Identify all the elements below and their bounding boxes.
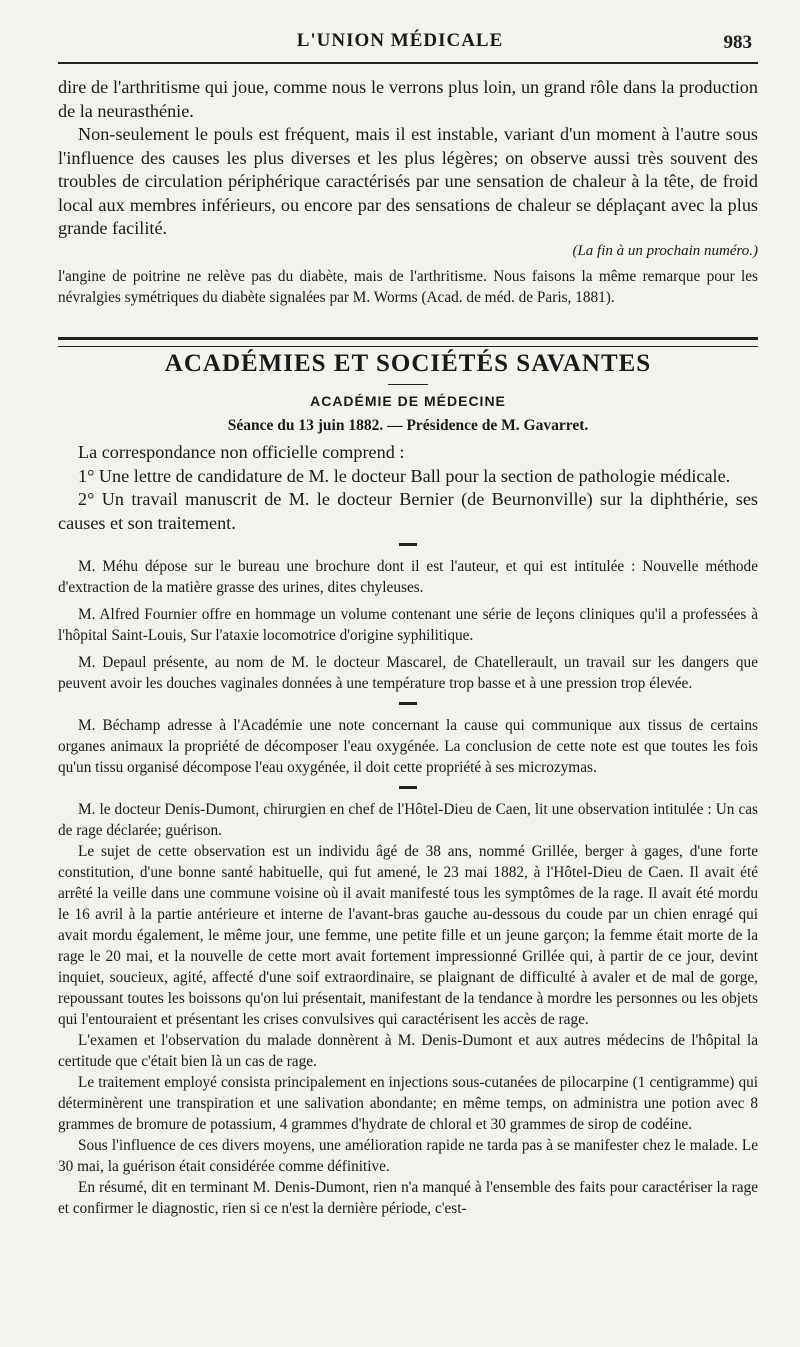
separator — [399, 786, 417, 789]
session-line: Séance du 13 juin 1882. — Présidence de M. Gavarret. — [227, 417, 589, 434]
to-be-continued-note: (La fin à un prochain numéro.) — [572, 242, 758, 259]
title-rule — [388, 384, 428, 385]
paragraph: La correspondance non officielle comprend : — [78, 442, 405, 462]
paragraph: M. Méhu dépose sur le bureau une brochure dont il est l'auteur, et qui est intitulée : Nouvelle méthode d'extraction de la matière grasse des urines, dites chyleuses. — [58, 558, 758, 596]
page-number: 983 — [723, 32, 752, 53]
paragraph: M. Béchamp adresse à l'Académie une note concernant la cause qui communique aux tissus de certains organes animaux la propriété de décomposer l'eau oxygénée. La conclusion de cette note est que toutes les fois qu'un tissu organisé décompose l'eau oxygénée, il doit cette propriété à ses microzymas. — [58, 717, 758, 776]
paragraph: M. Depaul présente, au nom de M. le docteur Mascarel, de Chatellerault, un travail sur les dangers que peuvent avoir les douches vaginales données à une température trop basse et à une pression trop élevée. — [58, 654, 758, 692]
academy-title: ACADÉMIE DE MÉDECINE — [310, 393, 506, 409]
list-item: 2° Un travail manuscrit de M. le docteur Bernier (de Beurnonville) sur la diphthérie, ses causes et son traitement. — [58, 489, 758, 533]
list-item: 1° Une lettre de candidature de M. le docteur Ball pour la section de pathologie médicale. — [78, 465, 731, 486]
continued-article — [58, 76, 758, 308]
paragraph: M. le docteur Denis-Dumont, chirurgien en chef de l'Hôtel-Dieu de Caen, lit une observation intitulée : Un cas de rage déclarée; guérison. — [58, 801, 758, 839]
paragraph: Le traitement employé consista principalement en injections sous-cutanées de pilocarpine (1 centigramme) qui déterminèrent une transpiration et une salivation abondante; en même temps, on administra une potion avec 8 grammes de bromure de potassium, 4 grammes d'hydrate de chloral et 30 grammes de sirop de codéine. — [58, 1074, 758, 1133]
section-divider — [58, 337, 758, 347]
page-header — [0, 30, 800, 58]
paragraph: dire de l'arthritisme qui joue, comme nous le verrons plus loin, un grand rôle dans la production de la neurasthénie. — [58, 77, 758, 121]
running-title: L'UNION MÉDICALE — [296, 30, 504, 51]
section-title: ACADÉMIES ET SOCIÉTÉS SAVANTES — [164, 350, 652, 377]
paragraph: Non-seulement le pouls est fréquent, mais il est instable, variant d'un moment à l'autre sous l'influence des causes les plus diverses et les plus légères; on observe aussi très souvent des troubles de circulation périphérique caractérisés par une sensation de chaleur à la tête, de froid local aux membres inférieurs, ou encore par des sensations de chaleur se déplaçant avec la plus grande facilité. — [58, 124, 758, 238]
paragraph: M. Alfred Fournier offre en hommage un volume contenant une série de leçons cliniques qu'il a professées à l'hôpital Saint-Louis, Sur l'ataxie locomotrice d'origine syphilitique. — [58, 606, 758, 644]
header-rule — [58, 62, 758, 64]
academy-section — [58, 350, 758, 1219]
paragraph: En résumé, dit en terminant M. Denis-Dumont, rien n'a manqué à l'ensemble des faits pour caractériser la rage et confirmer le diagnostic, rien si ce n'est la dernière période, c'est- — [58, 1179, 758, 1217]
separator — [399, 702, 417, 705]
footnote: l'angine de poitrine ne relève pas du diabète, mais de l'arthritisme. Nous faisons la même remarque pour les névralgies symétriques du diabète signalées par M. Worms (Acad. de méd. de Paris, 1881). — [58, 267, 758, 306]
paragraph: Sous l'influence de ces divers moyens, une amélioration rapide ne tarda pas à se manifester chez le malade. Le 30 mai, la guérison était considérée comme définitive. — [58, 1137, 758, 1175]
paragraph: Le sujet de cette observation est un individu âgé de 38 ans, nommé Grillée, berger à gages, d'une forte constitution, d'une bonne santé habituelle, qui fut amené, le 23 mai 1882, à l'Hôtel-Dieu de Caen. Il avait été arrêté la veille dans une commune voisine où il avait manifesté tous les symptômes de la rage. Il avait été mordu le 16 avril à la partie antérieure et interne de l'avant-bras gauche au-dessous du coude par un chien enragé qui avait mordu également, le même jour, une femme, une petite fille et un jeune garçon; la femme était morte de la rage le 20 mai, et la nouvelle de cette mort avait fortement impressionné Grillée qui, à partir de ce jour, devint inquiet, soucieux, agité, affecté d'une soif extraordinaire, se plaignant de difficulté à avaler et de mal de gorge, repoussant toutes les boissons qu'on lui présentait, manifestant de la tendance à mordre les personnes ou les objets qui l'entouraient et présentant les crises convulsives qui caractérisent les accès de rage. — [58, 843, 758, 1028]
separator — [399, 543, 417, 546]
paragraph: L'examen et l'observation du malade donnèrent à M. Denis-Dumont et aux autres médecins de l'hôpital la certitude que c'était bien là un cas de rage. — [58, 1032, 758, 1070]
